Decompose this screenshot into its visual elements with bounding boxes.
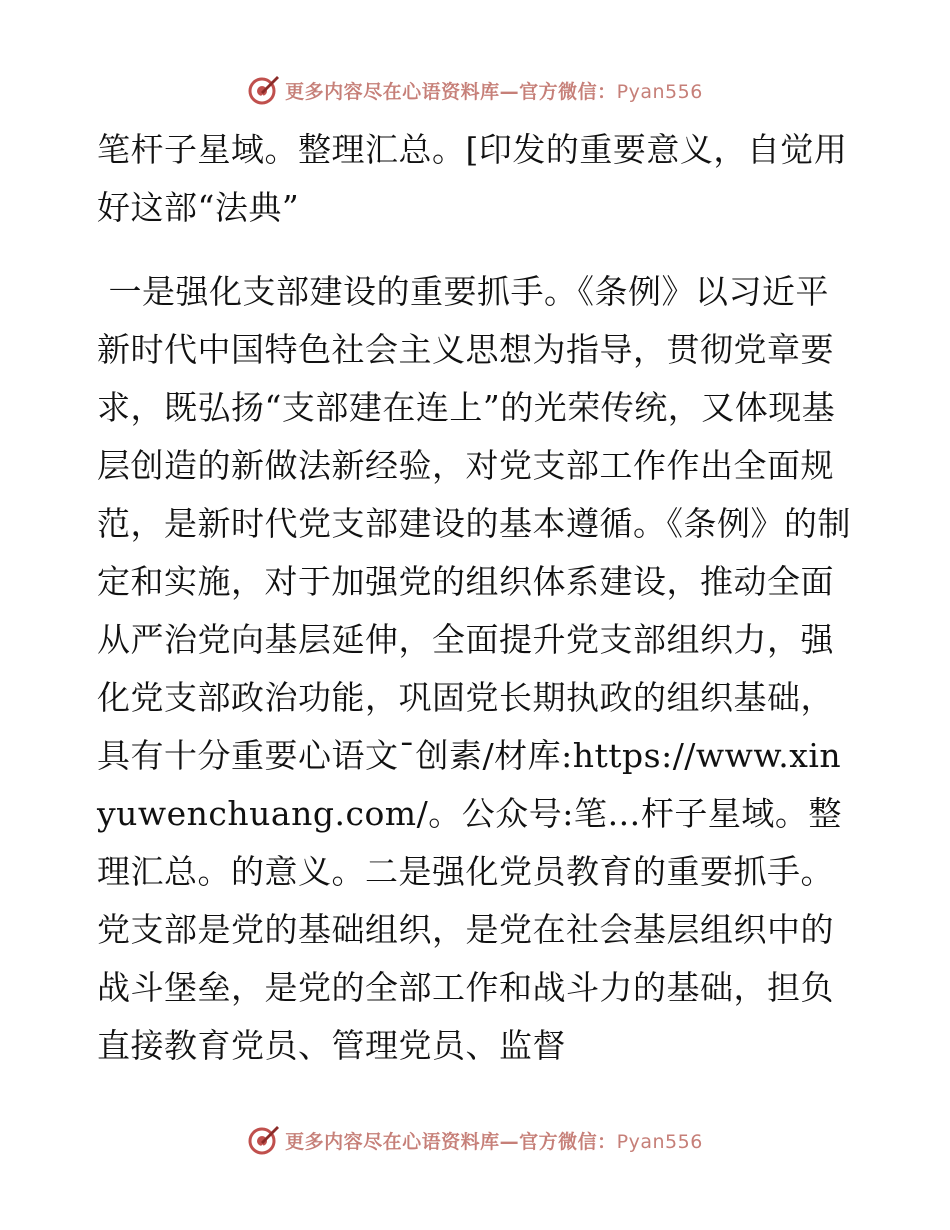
footer-banner-text: 更多内容尽在心语资料库—官方微信：Pyan556: [285, 1130, 703, 1153]
header-wechat-id: Pyan556: [616, 80, 703, 103]
footer-banner: [0, 1120, 950, 1160]
brush-logo-icon: [247, 73, 281, 107]
footer-wechat-id: Pyan556: [616, 1130, 703, 1153]
header-banner: [0, 70, 950, 110]
brush-logo-icon: [247, 1123, 281, 1157]
paragraph-2: 一是强化支部建设的重要抓手。《条例》以习近平新时代中国特色社会主义思想为指导，贯彻党章要求，既弘扬“支部建在连上”的光荣传统，又体现基层创造的新做法新经验，对党支部工作作出全面规范，是新时代党支部建设的基本遵循。《条例》的制定和实施，对于加强党的组织体系建设，推动全面从严治党向基层延伸，全面提升党支部组织力，强化党支部政治功能，巩固党长期执政的组织基础，具有十分重要心语文¯创素/材库:https://www.xinyuwenchuang.com/。公众号:笔…杆子星域。整理汇总。的意义。二是强化党员教育的重要抓手。党支部是党的基础组织，是党在社会基层组织中的战斗堡垒，是党的全部工作和战斗力的基础，担负直接教育党员、管理党员、监督: [97, 272, 851, 1065]
paragraph-1: 笔杆子星域。整理汇总。[印发的重要意义，自觉用好这部“法典”: [97, 130, 848, 227]
header-banner-text: 更多内容尽在心语资料库—官方微信：Pyan556: [285, 80, 703, 103]
document-body: [97, 121, 857, 1075]
